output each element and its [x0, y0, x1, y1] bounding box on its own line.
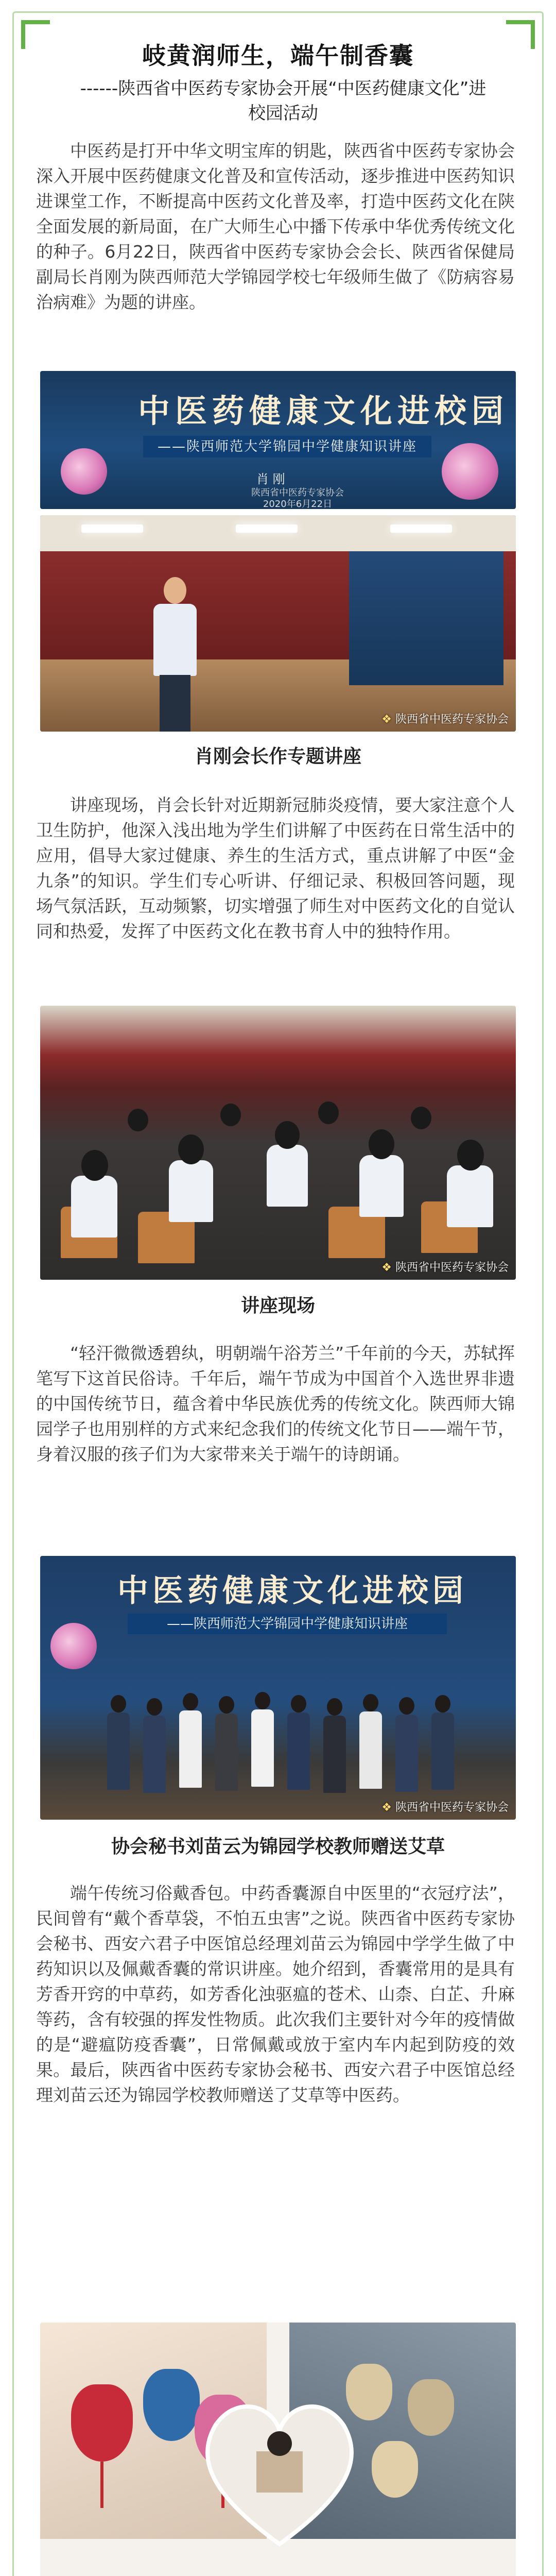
photo-audience [40, 1006, 516, 1280]
screen-subheadline: ——陕西师范大学锦园中学健康知识讲座 [143, 436, 431, 457]
collage-heart [195, 2395, 364, 2549]
paragraph-sachet: 端午传统习俗戴香包。中药香囊源自中医里的“衣冠疗法”，民间曾有“戴个香草袋，不怕五虫害”之说。陕西省中医药专家协会秘书、西安六君子中医馆总经理刘苗云为锦园中学学生做了中药知识以及佩戴香囊的常识讲座。她介绍到，香囊常用的是具有芳香开窍的中草药，如芳香化浊驱瘟的苍术、山柰、白芷、升麻等药，含有较强的挥发性物质。此次我们主要针对今年的疫情做的是“避瘟防疫香囊”，日常佩戴或放于室内车内起到防疫的效果。最后，陕西省中医药专家协会秘书、西安六君子中医馆总经理刘苗云还为锦园学校教师赠送了艾草等中医药。 [36, 1883, 515, 2105]
paragraph-duanwu: “轻汗微微透碧纨，明朝端午浴芳兰”千年前的今天，苏轼挥笔写下这首民俗诗。千年后，端午节成为中国首个入选世界非遗的中国传统节日，蕴含着中华民族优秀的传统文化。陕西师大锦园学子也用别样的方式来纪念我们的传统文化节日——端午节，身着汉服的孩子们为大家带来关于端午的诗朗诵。 [36, 1343, 515, 1464]
caption-gift: 协会秘书刘苗云为锦园学校教师赠送艾草 [111, 1836, 445, 1857]
screen-speaker: 肖 刚 [256, 472, 285, 486]
photo-lecture-screen [40, 371, 516, 509]
side-screen [349, 551, 503, 685]
caption-lecture: 肖刚会长作专题讲座 [194, 746, 361, 767]
screen-date: 2020年6月22日 [263, 499, 333, 509]
speaker-figure [148, 577, 200, 732]
watermark: ❖ 陕西省中医药专家协会 [381, 710, 509, 726]
decor-flower [442, 443, 498, 500]
ceiling-light [236, 524, 298, 533]
article-subtitle: ------陕西省中医药专家协会开展“中医药健康文化”进校园活动 [80, 78, 486, 124]
ceiling-light [390, 524, 452, 533]
ceiling [40, 515, 516, 551]
photo-speaker [40, 515, 516, 732]
paragraph-lecture: 讲座现场，肖会长针对近期新冠肺炎疫情，要大家注意个人卫生防护，他深入浅出地为学生们讲解了中医药在日常生活中的应用，倡导大家过健康、养生的生活方式，重点讲解了中医“金九条”的知识。学生们专心听讲、仔细记录、积极回答问题，现场气氛活跃，互动频繁，切实增强了师生对中医药文化的自觉认同和热爱，发挥了中医药文化在教书育人中的独特作用。 [36, 795, 515, 941]
photo-sachet-collage [40, 2323, 516, 2576]
decor-flower [61, 448, 107, 495]
watermark: ❖ 陕西省中医药专家协会 [381, 1799, 509, 1815]
screen-organizer: 陕西省中医药专家协会 [251, 487, 344, 498]
screen-headline: 中医药健康文化进校园 [117, 1573, 467, 1609]
article-title: 岐黄润师生，端午制香囊 [142, 42, 414, 70]
paragraph-intro: 中医药是打开中华文明宝库的钥匙，陕西省中医药专家协会深入开展中医药健康文化普及和宣传活动，逐步推进中医药知识进课堂工作，不断提高中医药文化普及率，打造中医药文化在陕全面发展的新局面，在广大师生心中播下传承中华优秀传统文化的种子。6月22日，陕西省中医药专家协会会长、陕西省保健局副局长肖刚为陕西师范大学锦园学校七年级师生做了《防病容易治病难》为题的讲座。 [36, 141, 515, 312]
decor-flower [50, 1623, 97, 1669]
caption-audience: 讲座现场 [240, 1295, 315, 1316]
photo-gift-ceremony [40, 1556, 516, 1820]
watermark: ❖ 陕西省中医药专家协会 [381, 1259, 509, 1275]
ceiling-light [81, 524, 143, 533]
screen-headline: 中医药健康文化进校园 [138, 392, 509, 430]
screen-subheadline: ——陕西师范大学锦园中学健康知识讲座 [128, 1614, 447, 1634]
